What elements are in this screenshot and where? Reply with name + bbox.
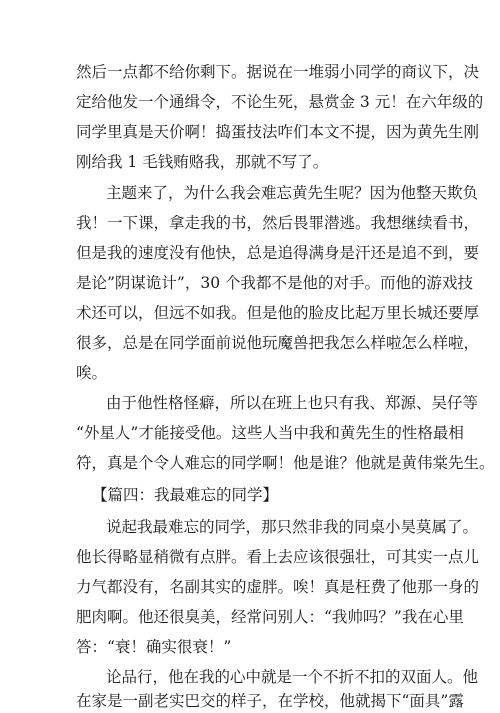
section-heading: 【篇四：我最难忘的同学】 xyxy=(92,486,279,504)
text-line: 术还可以，但远不如我。但是他的脸皮比起万里长城还要厚 xyxy=(76,304,480,322)
text-line: 力气都没有，名副其实的虚胖。唉！真是枉费了他那一身的 xyxy=(76,578,480,596)
text-line: 他长得略显稍微有点胖。看上去应该很强壮，可其实一点儿 xyxy=(76,548,480,566)
text-line: 同学里真是天价啊！捣蛋技法咋们本文不提，因为黄先生刚 xyxy=(76,123,480,141)
text-line: 定给他发一个通缉令，不论生死，悬赏金 3 元！在六年级的 xyxy=(76,93,484,111)
text-line: 符，真是个令人难忘的同学啊！他是谁？他就是黄伟棠先生。 xyxy=(76,454,495,472)
text-line: 刚给我 1 毛钱贿赂我，那就不写了。 xyxy=(76,153,329,171)
text-line: 主题来了，为什么我会难忘黄先生呢？因为他整天欺负 xyxy=(106,184,479,202)
text-line: 在家是一副老实巴交的样子，在学校，他就揭下“面具”露 xyxy=(76,692,464,710)
text-line: 然后一点都不给你剩下。据说在一堆弱小同学的商议下，决 xyxy=(76,63,480,81)
text-line: 我！一下课，拿走我的书，然后畏罪潜逃。我想继续看书， xyxy=(76,214,480,232)
text-line: 是论”阴谋诡计”，30 个我都不是他的对手。而他的游戏技 xyxy=(76,274,474,292)
text-line: 唉。 xyxy=(76,364,108,382)
text-line: 很多，总是在同学面前说他玩魔兽把我怎么样啦怎么样啦， xyxy=(76,334,480,352)
text-line: “外星人”才能接受他。这些人当中我和黄先生的性格最相 xyxy=(76,424,464,442)
text-line: 论品行，他在我的心中就是一个不折不扣的双面人。他 xyxy=(106,668,479,686)
text-line: 由于他性格怪癖，所以在班上也只有我、郑源、吴仔等 xyxy=(106,394,479,412)
text-line: 答：“衰！确实很衰！” xyxy=(76,638,232,656)
text-line: 肥肉啊。他还很臭美，经常问别人：“我帅吗？”我在心里 xyxy=(76,608,464,626)
text-line: 但是我的速度没有他快，总是追得满身是汗还是追不到，要 xyxy=(76,244,480,262)
text-line: 说起我最难忘的同学，那只然非我的同桌小昊莫属了。 xyxy=(106,518,479,536)
